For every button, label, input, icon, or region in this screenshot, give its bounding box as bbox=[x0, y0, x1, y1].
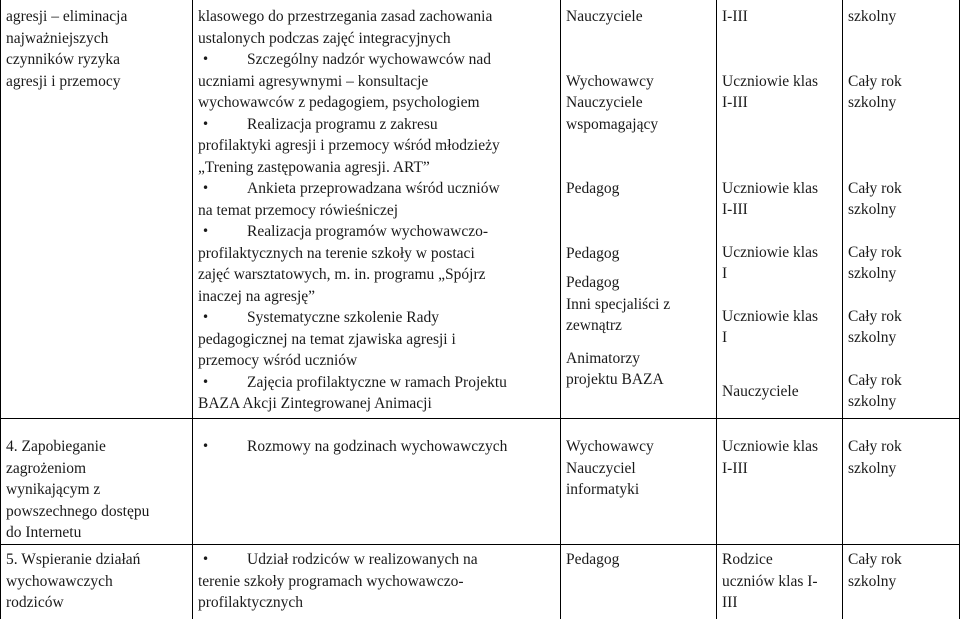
row1-tasks-cell bbox=[198, 6, 556, 415]
term-line: Cały rok bbox=[848, 371, 902, 389]
recipients-line: Uczniowie klas bbox=[722, 179, 818, 197]
row-divider bbox=[0, 418, 960, 419]
recipients-line: I bbox=[722, 265, 728, 282]
row3-goal-cell bbox=[6, 549, 188, 614]
task-bullet-line: • Ankieta przeprowadzana wśród uczniów bbox=[198, 178, 556, 200]
row3-recipients-cell bbox=[722, 549, 840, 614]
task-line: terenie szkoły programach wychowawczo- bbox=[198, 572, 464, 590]
responsible-line: Wychowawcy bbox=[566, 438, 654, 455]
row1-goal-line: agresji i przemocy bbox=[6, 72, 121, 90]
term-line: szkolny bbox=[848, 8, 897, 25]
task-line: ustalonych podczas zajęć integracyjnych bbox=[198, 29, 451, 47]
term-line: Cały rok bbox=[848, 179, 902, 197]
row1-goal-line: czynników ryzyka bbox=[6, 51, 121, 68]
term-line: szkolny bbox=[848, 329, 897, 346]
task-line: na temat przemocy rówieśniczej bbox=[198, 201, 399, 219]
row1-responsible-cell bbox=[566, 6, 714, 391]
task-line: profilaktycznych bbox=[198, 594, 304, 611]
task-line: przemocy wśród uczniów bbox=[198, 352, 358, 369]
row1-goal-line: najważniejszych bbox=[6, 29, 109, 47]
recipients-line: Uczniowie klas bbox=[722, 243, 818, 261]
responsible-line: Nauczyciele bbox=[566, 94, 643, 111]
task-bullet-line: • Zajęcia profilaktyczne w ramach Projektu bbox=[198, 372, 556, 394]
column-divider bbox=[192, 0, 193, 619]
responsible-line: projektu BAZA bbox=[566, 371, 664, 388]
task-line: pedagogicznej na temat zjawiska agresji i bbox=[198, 330, 456, 348]
row3-goal-line: rodziców bbox=[6, 594, 64, 611]
term-line: szkolny bbox=[848, 393, 897, 410]
task-bullet-line: • Realizacja programów wychowawczo- bbox=[198, 221, 556, 243]
responsible-line: Pedagog bbox=[566, 244, 620, 262]
recipients-line: Rodzice bbox=[722, 551, 773, 568]
responsible-line: Nauczyciele bbox=[566, 8, 643, 25]
recipients-line: Uczniowie klas bbox=[722, 72, 818, 90]
task-line: wychowawców z pedagogiem, psychologiem bbox=[198, 94, 480, 111]
row3-responsible-cell bbox=[566, 549, 714, 571]
recipients-line: Uczniowie klas bbox=[722, 307, 818, 325]
responsible-line: Pedagog bbox=[566, 274, 620, 291]
recipients-line: I-III bbox=[722, 201, 748, 218]
task-line: profilaktycznych na terenie szkoły w postaci bbox=[198, 244, 475, 262]
column-divider bbox=[842, 0, 843, 619]
recipients-line: Uczniowie klas bbox=[722, 438, 818, 455]
responsible-line: informatyki bbox=[566, 481, 640, 498]
row3-goal-line: 5. Wspieranie działań bbox=[6, 551, 141, 568]
row2-goal-line: powszechnego dostępu bbox=[6, 502, 150, 520]
recipients-line: uczniów klas I- bbox=[722, 572, 818, 590]
term-line: szkolny bbox=[848, 572, 897, 590]
recipients-line: I-III bbox=[722, 459, 748, 477]
column-divider bbox=[560, 0, 561, 619]
row1-term-cell bbox=[848, 6, 956, 413]
responsible-line: Inni specjaliści z bbox=[566, 295, 671, 313]
row2-goal-line: zagrożeniom bbox=[6, 459, 87, 477]
term-line: Cały rok bbox=[848, 243, 902, 261]
recipients-line: I bbox=[722, 329, 728, 346]
task-bullet-line: • Rozmowy na godzinach wychowawczych bbox=[198, 436, 556, 458]
recipients-line: I-III bbox=[722, 8, 748, 25]
task-line: inaczej na agresję” bbox=[198, 287, 316, 305]
recipients-line: I-III bbox=[722, 94, 748, 111]
row2-recipients-cell bbox=[722, 436, 840, 479]
responsible-line: zewnątrz bbox=[566, 317, 622, 334]
task-bullet-line: • Realizacja programu z zakresu bbox=[198, 114, 556, 136]
task-line: BAZA Akcji Zintegrowanej Animacji bbox=[198, 395, 432, 412]
row2-task-cell bbox=[198, 436, 556, 458]
task-bullet-line: • Systematyczne szkolenie Rady bbox=[198, 307, 556, 329]
row1-goal-cell bbox=[6, 6, 188, 92]
responsible-line: Animatorzy bbox=[566, 349, 641, 367]
task-bullet-line: • Udział rodziców w realizowanych na bbox=[198, 549, 556, 571]
responsible-line: Pedagog bbox=[566, 180, 620, 197]
row3-goal-line: wychowawczych bbox=[6, 572, 113, 590]
task-line: zajęć warsztatowych, m. in. programu „Spójrz bbox=[198, 266, 486, 283]
row2-responsible-cell bbox=[566, 436, 714, 501]
row-divider bbox=[0, 544, 960, 545]
term-line: szkolny bbox=[848, 459, 897, 477]
row2-goal-line: 4. Zapobieganie bbox=[6, 438, 106, 455]
term-line: szkolny bbox=[848, 94, 897, 111]
term-line: Cały rok bbox=[848, 72, 902, 90]
term-line: szkolny bbox=[848, 201, 897, 218]
recipients-line: Nauczyciele bbox=[722, 382, 799, 400]
table-border-left bbox=[0, 0, 1, 619]
row2-goal-line: do Internetu bbox=[6, 524, 82, 541]
task-bullet-line: • Szczególny nadzór wychowawców nad bbox=[198, 49, 556, 71]
row1-goal-line: agresji – eliminacja bbox=[6, 8, 128, 25]
term-line: szkolny bbox=[848, 265, 897, 282]
term-line: Cały rok bbox=[848, 551, 902, 568]
responsible-line: Nauczyciel bbox=[566, 459, 636, 477]
responsible-line: wspomagający bbox=[566, 115, 659, 133]
row2-term-cell bbox=[848, 436, 956, 479]
term-line: Cały rok bbox=[848, 307, 902, 325]
recipients-line: III bbox=[722, 594, 738, 611]
row2-goal-cell bbox=[6, 436, 188, 544]
row2-goal-line: wynikającym z bbox=[6, 481, 101, 498]
column-divider bbox=[716, 0, 717, 619]
row1-recipients-cell bbox=[722, 6, 840, 402]
task-line: profilaktyki agresji i przemocy wśród młodzieży bbox=[198, 137, 500, 154]
term-line: Cały rok bbox=[848, 438, 902, 455]
responsible-line: Wychowawcy bbox=[566, 72, 654, 90]
row3-term-cell bbox=[848, 549, 956, 592]
task-line: „Trening zastępowania agresji. ART” bbox=[198, 158, 430, 176]
task-line: uczniami agresywnymi – konsultacje bbox=[198, 72, 429, 90]
task-line: klasowego do przestrzegania zasad zachowania bbox=[198, 8, 493, 25]
responsible-line: Pedagog bbox=[566, 551, 620, 568]
row3-task-cell bbox=[198, 549, 556, 614]
